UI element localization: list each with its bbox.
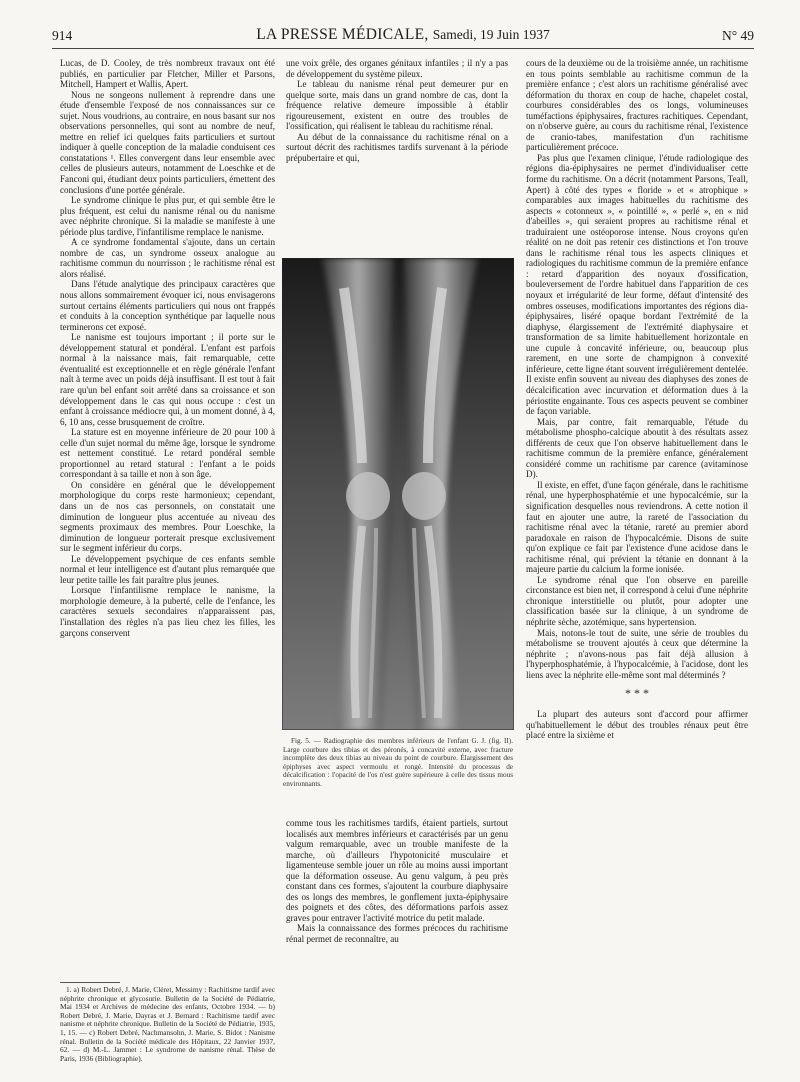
issue-number: N° 49 [721, 28, 754, 43]
page-header [52, 26, 754, 46]
paragraph: Dans l'étude analytique des principaux caractères que nous allons sommairement évoquer ici, nous envisagerons surtout certains éléments particuliers qui nous ont frappés et conduits à la conception synthétique par laquelle nous terminerons cet exposé. [60, 279, 275, 332]
paragraph: Il existe, en effet, d'une façon générale, dans le rachitisme rénal, une hyperphosphatémie et une hypocalcémie, sur la signification desquelles nous reviendrons. A cette notion il faut en ajouter une autre, la rareté de l'association du rachitisme rénal avec la tétanie, rareté au premier abord paradoxale en raison de l'hypocalcémie. Disons de suite qu'on explique ce fait par l'existence d'une acidose dans le rachitisme rénal, qui prévient la tétanie en donnant à la majeure partie du calcium la forme ionisée. [526, 479, 748, 575]
page-number: 914 [52, 28, 73, 43]
paragraph: Le syndrome rénal que l'on observe en pareille circonstance est bien net, il correspond à celui d'une néphrite chronique interstitielle ou plutôt, pour adopter une classification basée sur la clinique, à un syndrome de néphrite sèche, azotémique, sans hypertension. [526, 574, 748, 627]
paragraph: une voix grêle, des organes génitaux infantiles ; il n'y a pas de développement du système pileux. [286, 58, 508, 79]
footnote-text: 1. a) Robert Debré, J. Marie, Cléret, Messimy : Rachitisme tardif avec néphrite chronique et glycosurie. Bulletin de la Société de Pédiatrie, Mai 1934 et Archives de médecine des enfants, Octobre 1934. — b) Robert Debré, J. Marie, Dayras et J. Bernard : Rachitisme tardif avec nanisme et néphrite chronique. Bulletin de la Société de Pédiatrie, 1935, 1, 15. — c) Robert Debré, Nachmansohn, J. Marie, S. Bidot : Nanisme rénal. Bulletin de la Société médicale des Hôpitaux, 22 Janvier 1937, 62. — d) M.-L. Jammet : Le syndrome de nanisme rénal. Thèse de Paris, 1936 (Bibliographie). [60, 985, 275, 1063]
paragraph: Au début de la connaissance du rachitisme rénal on a surtout décrit des rachitismes tardifs survenant à la période prépubertaire et qui, [286, 131, 508, 163]
journal-title-line [52, 26, 754, 44]
paragraph: Lucas, de D. Cooley, de très nombreux travaux ont été publiés, en particulier par Fletcher, Miller et Parsons, Mitchell, Hampert et Wallis, Apert. [60, 58, 275, 90]
caption-text: Fig. 5. — Radiographie des membres inférieurs de l'enfant G. J. (fig. II). Large courbure des tibias et des péronés, à concavité externe, avec fracture incomplète des deux tibias au niveau du point de courbure. Élargissement des épiphyses avec aspect vermoulu et rongé. Intensité du processus de décalcification : l'opacité de l'os n'est guère supérieure à celle des tissus mous environnants. [283, 737, 513, 788]
column-2-top [286, 58, 508, 253]
paragraph: Mais, notons-le tout de suite, une série de troubles du métabolisme se trouvent ajoutés à ceux que détermine la néphrite ; n'avons-nous pas fait déjà allusion à l'hyperphosphatémie, à l'hypocalcémie, à l'acidose, dont les liens avec la néphrite elle-même sont mal déterminés ? [526, 627, 748, 680]
paragraph: cours de la deuxième ou de la troisième année, un rachitisme en tous points semblable au rachitisme commun de la première enfance ; c'est alors un rachitisme généralisé avec déformation du thorax en coup de hache, chapelet costal, courbures considérables des os longs, volumineuses tuméfactions épiphysaires, fractures rachitiques. Cependant, on n'observe guère, au cours du rachitisme rénal, l'existence de cranio-tabes, manifestation d'un rachitisme particulièrement précoce. [526, 58, 748, 153]
column-2-bottom [286, 818, 508, 1072]
paragraph: Le nanisme est toujours important ; il porte sur le développement statural et pondéral. L'enfant est parfois normal à la naissance mais, fait remarquable, cette éventualité est exceptionnelle et en règle générale l'enfant naît à terme avec un poids déjà insuffisant. Il est tout à fait rare qu'un bel enfant soit arrêté dans sa croissance et son développement dans le cas qui nous occupe : c'est un enfant à croissance médiocre qui, à un moment donné, à 4, 6, 10 ans, cesse brusquement de croître. [60, 332, 275, 427]
paragraph: Mais la connaissance des formes précoces du rachitisme rénal permet de reconnaître, au [286, 923, 508, 945]
paragraph: Le syndrome clinique le plus pur, et qui semble être le plus fréquent, est celui du nanisme rénal ou du nanisme avec néphrite chronique. Si la maladie se manifeste à une période plus tardive, l'infantilisme remplace le nanisme. [60, 195, 275, 237]
paragraph: On considère en général que le développement morphologique du corps reste harmonieux; cependant, dans un de nos cas personnels, on constatait une diminution de longueur plus accentuée au niveau des segments proximaux des membres. Pour Loeschke, la diminution de longueur porterait presque exclusivement sur le segment inférieur du corps. [60, 479, 275, 554]
header-rule [52, 48, 754, 49]
radiograph-figure [282, 258, 514, 730]
paragraph: Nous ne songeons nullement à reprendre dans une étude d'ensemble l'exposé de nos connaissances sur ce sujet. Nous voudrions, au contraire, en nous basant sur nos observations personnelles, qui sont au nombre de neuf, mettre en relief ici quelques faits particuliers et surtout indiquer à quelle conception de la maladie conduisent ces constatations ¹. Elles convergent dans leur ensemble avec celles de plusieurs auteurs, notamment de Loeschke et de Fanconi qui, étudiant deux points particuliers, émettent des conclusions d'une portée générale. [60, 89, 275, 195]
footnote-rule [60, 982, 120, 983]
paragraph: Mais, par contre, fait remarquable, l'étude du métabolisme phospho-calcique aboutit à des résultats assez différents de ceux que l'on observe habituellement dans le rachitisme commun de la première enfance, généralement considéré comme un rachitisme par carence (avitaminose D). [526, 416, 748, 480]
paragraph: Lorsque l'infantilisme remplace le nanisme, la morphologie demeure, à la puberté, celle de l'enfance, les caractères sexuels secondaires n'apparaissent pas, l'installation des règles n'a pas lieu chez les filles, les garçons conservent [60, 585, 275, 638]
paragraph: A ce syndrome fondamental s'ajoute, dans un certain nombre de cas, un syndrome osseux analogue au rachitisme commun du nourrisson ; le rachitisme rénal est alors réalisé. [60, 237, 275, 279]
paragraph: Pas plus que l'examen clinique, l'étude radiologique des régions dia-épiphysaires ne permet d'individualiser cette forme du rachitisme. On a décrit (notamment Parsons, Teall, Apert) à côté des types « floride » et « atrophique » comparables aux images habituelles du rachitisme des aspects « cotonneux », « pointillé », « perlé », en « nid d'abeilles », qui seraient propres au rachitisme rénal et traduiraient une ostéoporose intense. Nous croyons qu'en réalité on ne doit pas retenir ces distinctions et l'on trouve dans le rachitisme rénal tous les aspects cliniques et radiologiques du rachitisme commun de la première enfance : retard d'apparition des noyaux d'ossification, bouleversement de l'ordre habituel dans l'apparition de ces noyaux et irrégularité de leur forme, défaut d'intensité des ombres osseuses, modifications importantes des régions dia-épiphysaires, liséré opaque bordant l'extrémité de la diaphyse, élargissement de l'extrémité diaphysaire et transformation de sa limite habituellement horizontale en une cupule à concavité inférieure, ou, beaucoup plus rarement, en une sorte de champignon à convexité inférieure, cette ligne étant souvent irrégulièrement dentelée. Il existe enfin souvent au niveau des diaphyses des zones de décalcification avec incurvation et déformation dues à la périostite engainante. Tous ces aspects peuvent se combiner de façon variable. [526, 152, 748, 417]
paragraph: La stature est en moyenne inférieure de 20 pour 100 à celle d'un sujet normal du même âge, lorsque le syndrome est nettement constitué. Le retard pondéral semble proportionnel au retard statural : l'enfant a le poids correspondant à sa taille et non à son âge. [60, 427, 275, 480]
section-separator: * * * [625, 686, 649, 701]
figure-caption [283, 737, 513, 789]
issue-date: Samedi, 19 Juin 1937 [432, 27, 550, 42]
radiograph-image [282, 258, 514, 730]
footnote [60, 986, 275, 1063]
column-3 [526, 58, 748, 1072]
paragraph: La plupart des auteurs sont d'accord pour affirmer qu'habituellement le début des troubles rénaux peut être placé entre la sixième et [526, 709, 748, 741]
column-1 [60, 58, 275, 978]
paragraph: comme tous les rachitismes tardifs, étaient partiels, surtout localisés aux membres inférieurs et caractérisés par un genu valgum remarquable, avec un trouble manifeste de la marche, où d'ailleurs l'hypotonicité musculaire et ligamenteuse semble jouer un rôle au moins aussi important que la déformation osseuse. Au genu valgum, à peu près constant dans ces formes, s'ajoutent la courbure diaphysaire des os longs des membres, le gonflement juxta-épiphysaire des poignets et des côtes, des déformations parfois assez graves pour entraver l'activité motrice du petit malade. [286, 818, 508, 923]
paragraph: Le tableau du nanisme rénal peut demeurer pur en quelque sorte, mais dans un grand nombre de cas, dont la fréquence relative demeure impossible à établir rigoureusement, existent en outre des troubles de l'ossification, qui réalisent le tableau du rachitisme rénal. [286, 79, 508, 132]
journal-title: LA PRESSE MÉDICALE, [256, 26, 429, 43]
paragraph: Le développement psychique de ces enfants semble normal et leur intelligence est d'autant plus remarquée que leur petite taille les fait paraître plus jeunes. [60, 553, 275, 585]
